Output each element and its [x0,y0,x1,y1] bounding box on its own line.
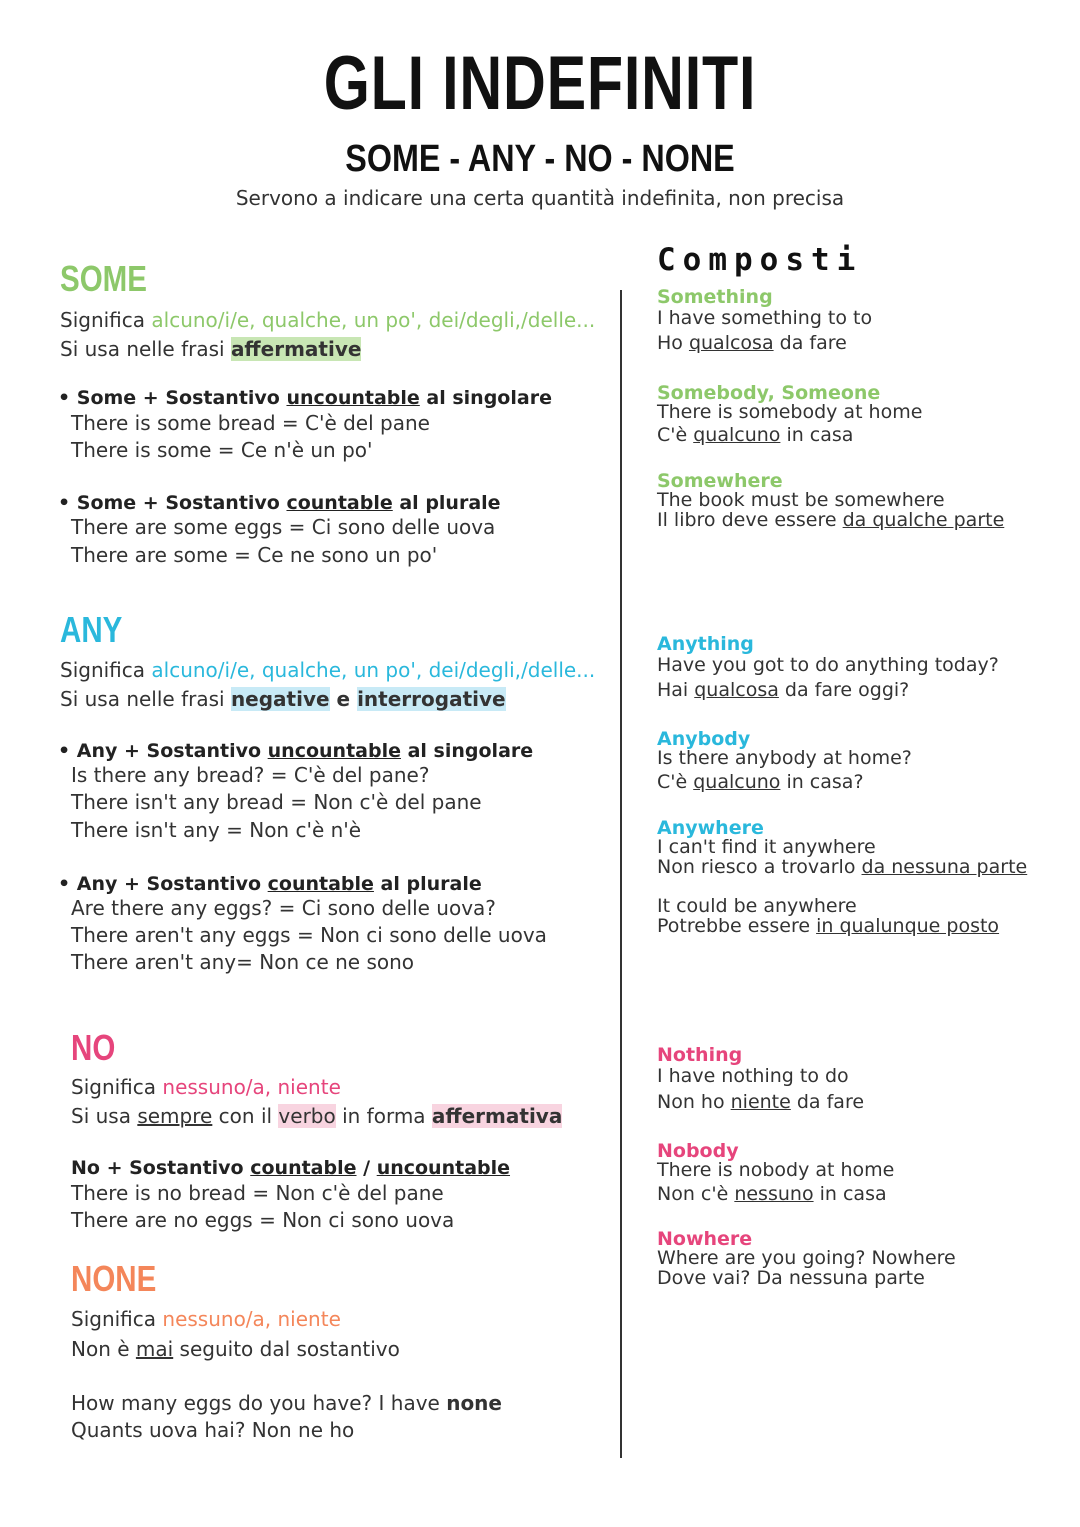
composto-nothing-it [657,1091,864,1113]
no-rule-slash: / [356,1157,377,1179]
some-rule2-suffix: al plurale [392,492,501,514]
any-meaning [60,658,595,682]
no-rule-countable: countable [250,1157,357,1179]
composto-nowhere-it: Dove vai? Da nessuna parte [657,1267,925,1289]
none-meaning [71,1307,341,1331]
none-meaning-value: nessuno/a, niente [162,1307,341,1331]
any-rule1-example1: Is there any bread? = C'è del pane? [71,763,430,787]
no-usage-form: in forma [335,1104,432,1128]
it-text: in casa? [780,771,864,793]
composto-nobody-it [657,1183,887,1205]
composto-anything-word: Anything [657,633,754,655]
some-rule1-example1: There is some bread = C'è del pane [71,411,430,435]
composto-somewhere-word: Somewhere [657,470,783,492]
page-title: GLI INDEFINITI [323,41,757,126]
bullet: • [58,387,77,409]
some-rule1-keyword: uncountable [286,387,420,409]
composto-nobody-word: Nobody [657,1140,739,1162]
it-keyword: da nessuna parte [861,856,1028,878]
any-rule2-suffix: al plurale [373,873,482,895]
composto-somewhere-en: The book must be somewhere [657,489,945,511]
no-usage-always: sempre [137,1104,213,1128]
some-rule2-keyword: countable [286,492,393,514]
no-usage-with: con il [212,1104,279,1128]
no-rule-example1: There is no bread = Non c'è del pane [71,1181,444,1205]
any-rule2-example3: There aren't any= Non ce ne sono [71,950,415,974]
none-usage [71,1337,400,1361]
some-usage [60,337,361,361]
it-keyword: nessuno [734,1183,814,1205]
some-heading: SOME [60,258,147,299]
it-text: da fare oggi? [778,679,910,701]
any-rule1-text: Any + Sostantivo [76,740,268,762]
composto-anywhere-word: Anywhere [657,817,764,839]
composto-anybody-it [657,771,864,793]
no-usage-text: Si usa [71,1104,138,1128]
it-text: Il libro deve essere [657,509,843,531]
it-keyword: in qualunque posto [816,915,1000,937]
none-meaning-label: Significa [71,1307,163,1331]
it-keyword: qualcosa [694,679,779,701]
no-rule [71,1157,510,1179]
no-meaning-label: Significa [71,1075,163,1099]
none-usage-never: mai [135,1337,174,1361]
some-rule1-text: Some + Sostantivo [76,387,287,409]
it-text: Hai [657,679,695,701]
no-rule-example2: There are no eggs = Non ci sono uova [71,1208,455,1232]
any-heading: ANY [60,609,123,650]
composto-anywhere-en2: It could be anywhere [657,895,857,917]
composto-anywhere-en: I can't find it anywhere [657,836,876,858]
bullet: • [58,740,77,762]
none-heading: NONE [71,1258,157,1299]
some-meaning [60,308,595,332]
composto-nowhere-en: Where are you going? Nowhere [657,1247,956,1269]
bullet: • [58,873,77,895]
any-rule1-example3: There isn't any = Non c'è n'è [71,818,362,842]
any-usage [60,687,506,711]
some-meaning-value: alcuno/i/e, qualche, un po', dei/degli,/delle... [151,308,596,332]
page-subtitle: SOME - ANY - NO - NONE [345,138,735,180]
it-text: in casa [813,1183,887,1205]
any-rule1-example2: There isn't any bread = Non c'è del pane [71,790,482,814]
none-example2: Quants uova hai? Non ne ho [71,1418,355,1442]
any-usage-negative: negative [230,687,330,711]
none-usage-text: Non è [71,1337,136,1361]
none-example1-keyword: none [446,1391,502,1415]
any-rule2-example2: There aren't any eggs = Non ci sono delle uova [71,923,547,947]
it-text: da fare [773,332,847,354]
some-meaning-label: Significa [60,308,152,332]
composto-anything-it [657,679,909,701]
it-keyword: qualcuno [693,424,781,446]
it-text: Ho [657,332,689,354]
any-rule2-example1: Are there any eggs? = Ci sono delle uova? [71,896,496,920]
composto-anybody-word: Anybody [657,728,751,750]
no-usage-verb: verbo [278,1104,336,1128]
none-usage-rest: seguito dal sostantivo [173,1337,400,1361]
no-rule-text: No + Sostantivo [71,1157,251,1179]
any-meaning-value: alcuno/i/e, qualche, un po', dei/degli,/delle... [151,658,596,682]
composto-nowhere-word: Nowhere [657,1228,753,1250]
it-keyword: da qualche parte [842,509,1005,531]
composto-somebody-it [657,424,853,446]
no-usage-affirmative: affermativa [431,1104,563,1128]
it-text: in casa [780,424,854,446]
any-rule2-keyword: countable [267,873,374,895]
any-rule1-suffix: al singolare [400,740,534,762]
any-meaning-label: Significa [60,658,152,682]
composto-nothing-en: I have nothing to do [657,1065,849,1087]
it-keyword: niente [730,1091,791,1113]
some-rule2 [58,492,501,514]
no-heading: NO [71,1027,116,1068]
no-rule-uncountable: uncountable [376,1157,511,1179]
composto-nobody-en: There is nobody at home [657,1159,895,1181]
composto-somebody-word: Somebody, Someone [657,382,881,404]
it-text: C'è [657,771,694,793]
any-usage-and: e [329,687,358,711]
it-keyword: qualcosa [688,332,774,354]
composto-nothing-word: Nothing [657,1044,743,1066]
composto-anywhere-it2 [657,915,999,937]
some-rule1-example2: There is some = Ce n'è un po' [71,438,373,462]
any-rule1 [58,740,533,762]
page-description: Servono a indicare una certa quantità indefinita, non precisa [235,186,845,210]
any-rule1-keyword: uncountable [267,740,401,762]
some-usage-value: affermative [230,337,362,361]
composto-anything-en: Have you got to do anything today? [657,654,999,676]
some-rule2-example1: There are some eggs = Ci sono delle uova [71,515,496,539]
any-usage-interrogative: interrogative [357,687,506,711]
no-usage [71,1104,562,1128]
any-usage-label: Si usa nelle frasi [60,687,231,711]
composto-anybody-en: Is there anybody at home? [657,747,912,769]
any-rule2-text: Any + Sostantivo [76,873,268,895]
it-text: Non c'è [657,1183,735,1205]
it-text: C'è [657,424,694,446]
no-meaning-value: nessuno/a, niente [162,1075,341,1099]
composto-something-it [657,332,847,354]
some-usage-label: Si usa nelle frasi [60,337,231,361]
bullet: • [58,492,77,514]
column-divider [620,290,622,1458]
none-example1 [71,1391,502,1415]
it-text: Potrebbe essere [657,915,817,937]
some-rule2-text: Some + Sostantivo [76,492,287,514]
composto-somewhere-it [657,509,1004,531]
it-text: Non ho [657,1091,731,1113]
composto-anywhere-it [657,856,1027,878]
some-rule2-example2: There are some = Ce ne sono un po' [71,543,438,567]
it-text: da fare [790,1091,865,1113]
any-rule2 [58,873,482,895]
it-text: Non riesco a trovarlo [657,856,862,878]
composto-somebody-en: There is somebody at home [657,401,923,423]
no-meaning [71,1075,341,1099]
none-example1-text: How many eggs do you have? I have [71,1391,447,1415]
it-keyword: qualcuno [693,771,781,793]
some-rule1 [58,387,552,409]
composti-heading: Composti [657,242,863,278]
composto-something-en: I have something to to [657,307,873,329]
composto-something-word: Something [657,286,773,308]
some-rule1-suffix: al singolare [419,387,552,409]
